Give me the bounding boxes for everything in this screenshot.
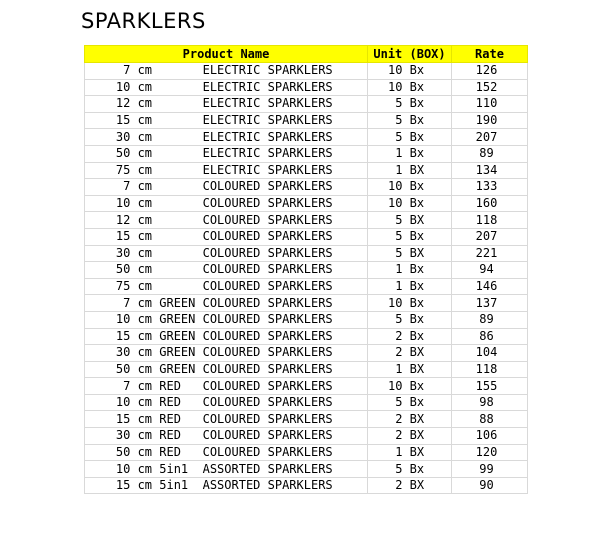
table-row xyxy=(85,311,528,328)
product-name-cell: 50 cm RED COLOURED SPARKLERS xyxy=(85,444,368,461)
table-row xyxy=(85,328,528,345)
table-row xyxy=(85,228,528,245)
product-name-cell: 30 cm COLOURED SPARKLERS xyxy=(85,245,368,262)
rate-cell: 99 xyxy=(452,461,528,478)
rate-cell: 88 xyxy=(452,411,528,428)
rate-cell: 221 xyxy=(452,245,528,262)
rate-cell: 118 xyxy=(452,212,528,229)
unit-cell: 1 Bx xyxy=(368,278,452,295)
product-name-cell: 15 cm 5in1 ASSORTED SPARKLERS xyxy=(85,477,368,494)
table-row xyxy=(85,278,528,295)
unit-cell: 2 BX xyxy=(368,411,452,428)
table-row xyxy=(85,262,528,279)
rate-cell: 89 xyxy=(452,145,528,162)
product-name-cell: 15 cm GREEN COLOURED SPARKLERS xyxy=(85,328,368,345)
unit-cell: 5 Bx xyxy=(368,96,452,113)
unit-cell: 2 BX xyxy=(368,477,452,494)
table-row xyxy=(85,129,528,146)
rate-cell: 207 xyxy=(452,228,528,245)
unit-cell: 5 Bx xyxy=(368,461,452,478)
product-name-cell: 50 cm GREEN COLOURED SPARKLERS xyxy=(85,361,368,378)
product-name-cell: 10 cm RED COLOURED SPARKLERS xyxy=(85,394,368,411)
product-name-cell: 10 cm COLOURED SPARKLERS xyxy=(85,195,368,212)
product-name-cell: 30 cm RED COLOURED SPARKLERS xyxy=(85,428,368,445)
unit-cell: 10 Bx xyxy=(368,195,452,212)
product-name-cell: 7 cm COLOURED SPARKLERS xyxy=(85,179,368,196)
rate-cell: 126 xyxy=(452,63,528,80)
product-name-cell: 10 cm 5in1 ASSORTED SPARKLERS xyxy=(85,461,368,478)
table-row xyxy=(85,361,528,378)
column-header-rate: Rate xyxy=(452,46,528,63)
table-row xyxy=(85,411,528,428)
table-row xyxy=(85,295,528,312)
rate-cell: 89 xyxy=(452,311,528,328)
product-name-cell: 15 cm RED COLOURED SPARKLERS xyxy=(85,411,368,428)
unit-cell: 10 Bx xyxy=(368,79,452,96)
product-name-cell: 75 cm ELECTRIC SPARKLERS xyxy=(85,162,368,179)
table-row xyxy=(85,394,528,411)
rate-cell: 152 xyxy=(452,79,528,96)
table-row xyxy=(85,212,528,229)
table-row xyxy=(85,63,528,80)
product-name-cell: 75 cm COLOURED SPARKLERS xyxy=(85,278,368,295)
product-name-cell: 30 cm ELECTRIC SPARKLERS xyxy=(85,129,368,146)
price-table xyxy=(84,45,528,494)
unit-cell: 1 BX xyxy=(368,444,452,461)
unit-cell: 5 Bx xyxy=(368,394,452,411)
product-name-cell: 7 cm RED COLOURED SPARKLERS xyxy=(85,378,368,395)
product-name-cell: 12 cm COLOURED SPARKLERS xyxy=(85,212,368,229)
rate-cell: 118 xyxy=(452,361,528,378)
rate-cell: 207 xyxy=(452,129,528,146)
unit-cell: 2 Bx xyxy=(368,328,452,345)
unit-cell: 10 Bx xyxy=(368,179,452,196)
table-row xyxy=(85,428,528,445)
table-row xyxy=(85,477,528,494)
page-title: SPARKLERS xyxy=(81,9,206,33)
rate-cell: 155 xyxy=(452,378,528,395)
table-row xyxy=(85,195,528,212)
unit-cell: 1 BX xyxy=(368,361,452,378)
unit-cell: 10 Bx xyxy=(368,378,452,395)
product-name-cell: 12 cm ELECTRIC SPARKLERS xyxy=(85,96,368,113)
table-body xyxy=(85,63,528,494)
rate-cell: 160 xyxy=(452,195,528,212)
table-row xyxy=(85,444,528,461)
table-header-row xyxy=(85,46,528,63)
product-name-cell: 7 cm ELECTRIC SPARKLERS xyxy=(85,63,368,80)
rate-cell: 134 xyxy=(452,162,528,179)
table-row xyxy=(85,162,528,179)
table-row xyxy=(85,96,528,113)
product-name-cell: 30 cm GREEN COLOURED SPARKLERS xyxy=(85,345,368,362)
unit-cell: 5 Bx xyxy=(368,112,452,129)
unit-cell: 2 BX xyxy=(368,345,452,362)
rate-cell: 120 xyxy=(452,444,528,461)
table-row xyxy=(85,345,528,362)
unit-cell: 1 Bx xyxy=(368,262,452,279)
product-name-cell: 50 cm COLOURED SPARKLERS xyxy=(85,262,368,279)
unit-cell: 5 Bx xyxy=(368,228,452,245)
table-row xyxy=(85,79,528,96)
table-row xyxy=(85,461,528,478)
unit-cell: 10 Bx xyxy=(368,63,452,80)
rate-cell: 146 xyxy=(452,278,528,295)
table-row xyxy=(85,145,528,162)
table-row xyxy=(85,179,528,196)
rate-cell: 137 xyxy=(452,295,528,312)
rate-cell: 104 xyxy=(452,345,528,362)
unit-cell: 5 Bx xyxy=(368,311,452,328)
unit-cell: 10 Bx xyxy=(368,295,452,312)
unit-cell: 5 Bx xyxy=(368,129,452,146)
unit-cell: 1 BX xyxy=(368,162,452,179)
product-name-cell: 15 cm ELECTRIC SPARKLERS xyxy=(85,112,368,129)
unit-cell: 1 Bx xyxy=(368,145,452,162)
rate-cell: 90 xyxy=(452,477,528,494)
product-name-cell: 10 cm GREEN COLOURED SPARKLERS xyxy=(85,311,368,328)
column-header-unit: Unit (BOX) xyxy=(368,46,452,63)
product-name-cell: 15 cm COLOURED SPARKLERS xyxy=(85,228,368,245)
rate-cell: 106 xyxy=(452,428,528,445)
product-name-cell: 10 cm ELECTRIC SPARKLERS xyxy=(85,79,368,96)
table-row xyxy=(85,378,528,395)
unit-cell: 5 BX xyxy=(368,245,452,262)
rate-cell: 86 xyxy=(452,328,528,345)
product-name-cell: 7 cm GREEN COLOURED SPARKLERS xyxy=(85,295,368,312)
table-row xyxy=(85,245,528,262)
rate-cell: 190 xyxy=(452,112,528,129)
rate-cell: 110 xyxy=(452,96,528,113)
product-name-cell: 50 cm ELECTRIC SPARKLERS xyxy=(85,145,368,162)
unit-cell: 5 BX xyxy=(368,212,452,229)
table-row xyxy=(85,112,528,129)
column-header-product-name: Product Name xyxy=(85,46,368,63)
rate-cell: 94 xyxy=(452,262,528,279)
rate-cell: 133 xyxy=(452,179,528,196)
rate-cell: 98 xyxy=(452,394,528,411)
unit-cell: 2 BX xyxy=(368,428,452,445)
